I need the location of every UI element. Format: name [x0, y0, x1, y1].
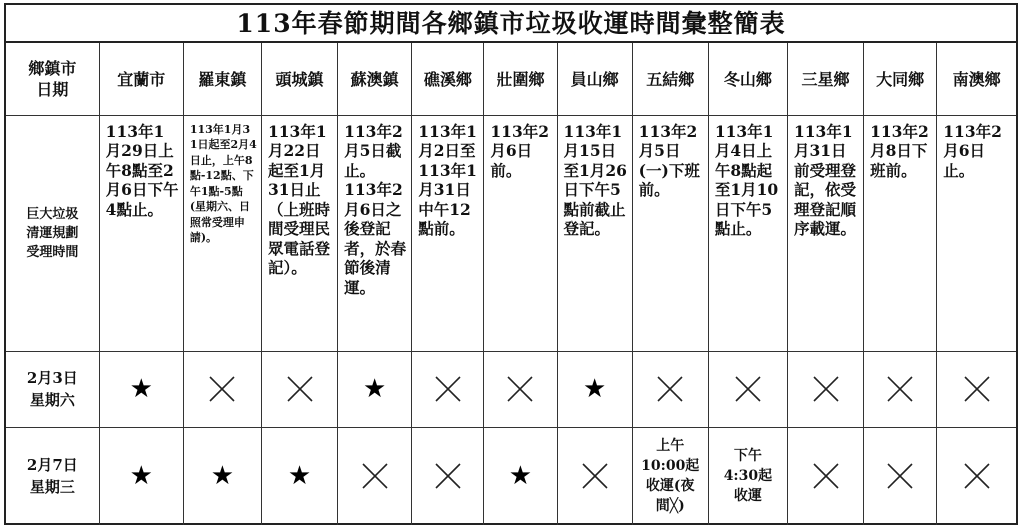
cross-icon	[788, 374, 863, 404]
bulky-note-cell	[937, 115, 1016, 351]
star-icon: ★	[210, 461, 235, 492]
no-collection-cell	[708, 351, 787, 427]
cross-icon	[937, 461, 1016, 491]
no-collection-cell	[412, 351, 484, 427]
bulky-note-cell	[183, 115, 261, 351]
no-collection-cell	[864, 427, 937, 525]
bulky-note-cell	[708, 115, 787, 351]
town-header: 壯圍鄉	[484, 43, 557, 115]
date-label: 2月7日 星期三	[6, 427, 99, 525]
page-title: 113年春節期間各鄉鎮市垃圾收運時間彙整簡表	[6, 5, 1016, 43]
no-collection-cell	[261, 351, 337, 427]
collection-cell	[557, 351, 632, 427]
row-label-bulky: 巨大垃圾 清運規劃 受理時間	[6, 115, 99, 351]
bulky-note: 113年1月22日起至1月31日止（上班時間受理民眾電話登記）。	[267, 121, 330, 277]
star-icon: ★	[508, 461, 533, 492]
no-collection-cell	[937, 427, 1016, 525]
bulky-note: 113年1月2日至113年1月31日中午12點前。	[418, 121, 477, 238]
collection-cell	[183, 427, 261, 525]
bulky-note-cell	[787, 115, 863, 351]
no-collection-cell	[632, 351, 708, 427]
collection-note-cell	[632, 427, 708, 525]
header-row	[6, 43, 1016, 115]
collection-cell	[338, 351, 412, 427]
cross-icon	[412, 461, 483, 491]
date-row-feb3	[6, 351, 1016, 427]
star-icon: ★	[363, 374, 387, 404]
corner-header: 鄉鎮市 日期	[6, 43, 99, 115]
bulky-note: 113年1月29日上午8點至2月6日下午4點止。	[105, 121, 179, 219]
date-label: 2月3日 星期六	[6, 351, 99, 427]
town-header: 礁溪鄉	[412, 43, 484, 115]
bulky-note-cell	[338, 115, 412, 351]
collection-note-cell	[708, 427, 787, 525]
town-header: 蘇澳鎮	[338, 43, 412, 115]
collection-note: 下午 4:30起 收運	[723, 448, 773, 505]
town-header: 五結鄉	[632, 43, 708, 115]
bulky-note: 113年2月6日前。	[490, 121, 550, 180]
cross-icon	[262, 374, 337, 404]
cross-icon	[864, 461, 936, 491]
collection-cell	[484, 427, 557, 525]
bulky-note: 113年2月5日(一)下班前。	[638, 121, 700, 199]
bulky-note-cell	[632, 115, 708, 351]
town-header: 員山鄉	[557, 43, 632, 115]
cross-icon	[484, 374, 556, 404]
collection-note: 上午 10:00起 收運(夜 間╳)	[641, 438, 700, 515]
bulky-note: 113年2月5日截止。 113年2月6日之後登記者，於春節後清運。	[344, 121, 407, 297]
bulky-note: 113年1月31日前受理登記，依受理登記順序載運。	[793, 121, 856, 238]
no-collection-cell	[937, 351, 1016, 427]
bulky-note-cell	[412, 115, 484, 351]
town-header: 宜蘭市	[99, 43, 183, 115]
town-header: 羅東鎮	[183, 43, 261, 115]
bulky-note: 113年2月6日止。	[943, 121, 1002, 180]
bulky-note: 113年1月31日起至2月4日止，上午8點-12點、下午1點-5點(星期六、日照常受理申請)。	[189, 122, 257, 244]
cross-icon	[788, 461, 863, 491]
collection-cell	[99, 427, 183, 525]
cross-icon	[184, 374, 261, 404]
town-header: 三星鄉	[787, 43, 863, 115]
town-header: 大同鄉	[864, 43, 937, 115]
bulky-note-cell	[261, 115, 337, 351]
no-collection-cell	[787, 427, 863, 525]
no-collection-cell	[484, 351, 557, 427]
cross-icon	[412, 374, 483, 404]
star-icon: ★	[129, 374, 153, 404]
cross-icon	[633, 374, 708, 404]
bulky-note-cell	[864, 115, 937, 351]
bulky-note-cell	[99, 115, 183, 351]
bulky-note: 113年1月15日至1月26日下午5點前截止登記。	[563, 121, 627, 238]
no-collection-cell	[864, 351, 937, 427]
cross-icon	[338, 461, 411, 491]
bulky-note: 113年1月4日上午8點起至1月10日下午5點止。	[714, 121, 779, 238]
town-header: 南澳鄉	[937, 43, 1016, 115]
no-collection-cell	[787, 351, 863, 427]
bulky-note: 113年2月8日下班前。	[870, 121, 929, 180]
cross-icon	[558, 461, 632, 491]
collection-cell	[99, 351, 183, 427]
cross-icon	[937, 374, 1016, 404]
star-icon: ★	[582, 374, 607, 404]
no-collection-cell	[338, 427, 412, 525]
star-icon: ★	[287, 461, 312, 492]
town-header: 頭城鎮	[261, 43, 337, 115]
no-collection-cell	[412, 427, 484, 525]
town-header: 冬山鄉	[708, 43, 787, 115]
bulky-note-cell	[484, 115, 557, 351]
no-collection-cell	[183, 351, 261, 427]
cross-icon	[864, 374, 936, 404]
bulky-note-cell	[557, 115, 632, 351]
schedule-sheet	[4, 3, 1018, 525]
schedule-table	[6, 43, 1016, 525]
no-collection-cell	[557, 427, 632, 525]
star-icon: ★	[129, 461, 153, 492]
date-row-feb7	[6, 427, 1016, 525]
cross-icon	[709, 374, 787, 404]
bulky-waste-row	[6, 115, 1016, 351]
collection-cell	[261, 427, 337, 525]
